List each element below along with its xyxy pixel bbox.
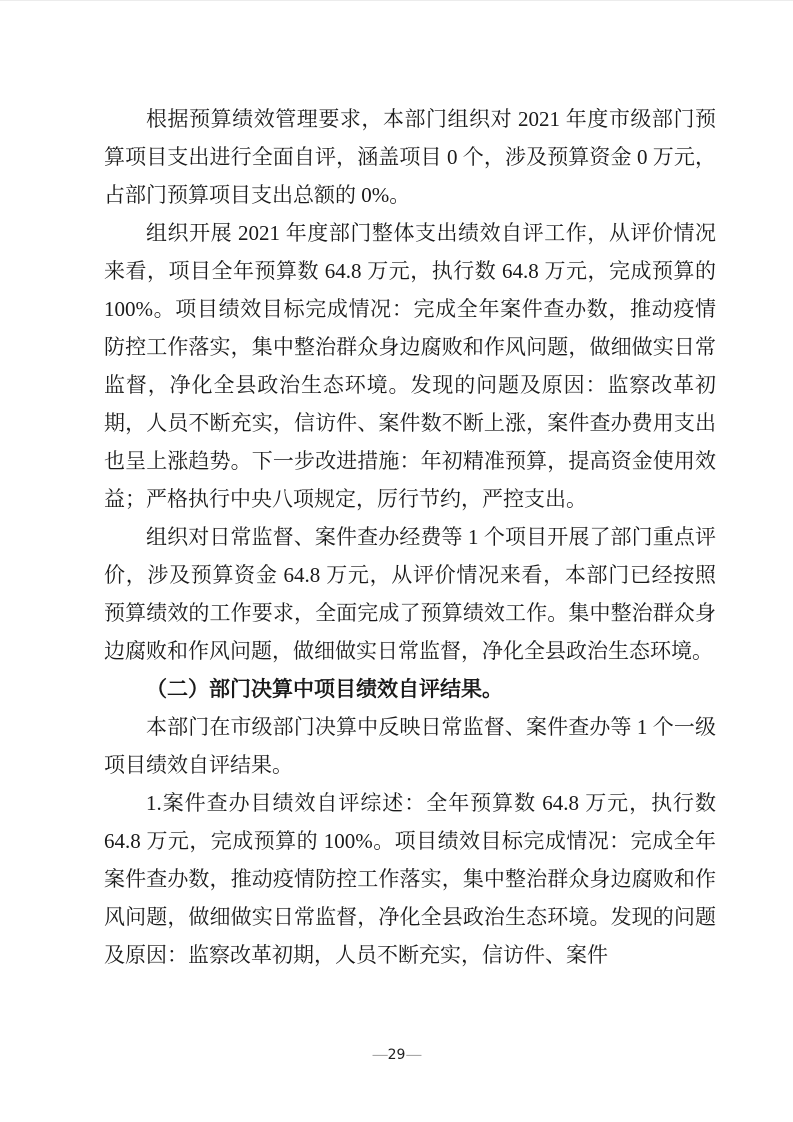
paragraph-key-project-evaluation: 组织对日常监督、案件查办经费等 1 个项目开展了部门重点评价，涉及预算资金 64.8 万元，从评价情况来看，本部门已经按照预算绩效的工作要求，全面完成了预算绩效工作。集中整治群众身边腐败和作风问题，做细做实日常监督，净化全县政治生态环境。 — [104, 525, 716, 663]
page-number-dash-right: — — [406, 1047, 421, 1063]
paragraph-overall-expenditure-evaluation: 组织开展 2021 年度部门整体支出绩效自评工作，从评价情况来看，项目全年预算数 64.8 万元，执行数 64.8 万元，完成预算的 100%。项目绩效目标完成情况：完成全年案件查办数，推动疫情防控工作落实，集中整治群众身边腐败和作风问题，做细做实日常监督，净化全县政治生态环境。发现的问题及原因：监察改革初期，人员不断充实，信访件、案件数不断上涨，案件查办费用支出也呈上涨趋势。下一步改进措施：年初精准预算，提高资金使用效益；严格执行中央八项规定，厉行节约，严控支出。 — [104, 221, 716, 511]
page-number: 29 — [387, 1047, 406, 1063]
document-body — [104, 100, 716, 974]
page-footer — [0, 1045, 793, 1065]
paragraph-final-accounts-intro: 本部门在市级部门决算中反映日常监督、案件查办等 1 个一级项目绩效自评结果。 — [104, 715, 716, 777]
paragraph-self-evaluation-overview: 根据预算绩效管理要求，本部门组织对 2021 年度市级部门预算项目支出进行全面自评，涵盖项目 0 个，涉及预算资金 0 万元，占部门预算项目支出总额的 0%。 — [104, 107, 716, 207]
paragraph-text: 全年预算数 64.8 万元，执行数 64.8 万元，完成预算的 100%。项目绩效目标完成情况：完成全年案件查办数，推动疫情防控工作落实，集中整治群众身边腐败和作风问题，做细做实日常监督，净化全县政治生态环境。发现的问题及原因：监察改革初期，人员不断充实，信访件、案件 — [104, 791, 717, 967]
page-number-dash-left: — — [372, 1047, 387, 1063]
paragraph-case-handling-summary — [104, 784, 716, 974]
numbered-item-label: 1.案件查办目绩效自评综述： — [146, 791, 427, 815]
section-heading-final-accounts-results: （二）部门决算中项目绩效自评结果。 — [146, 677, 503, 701]
